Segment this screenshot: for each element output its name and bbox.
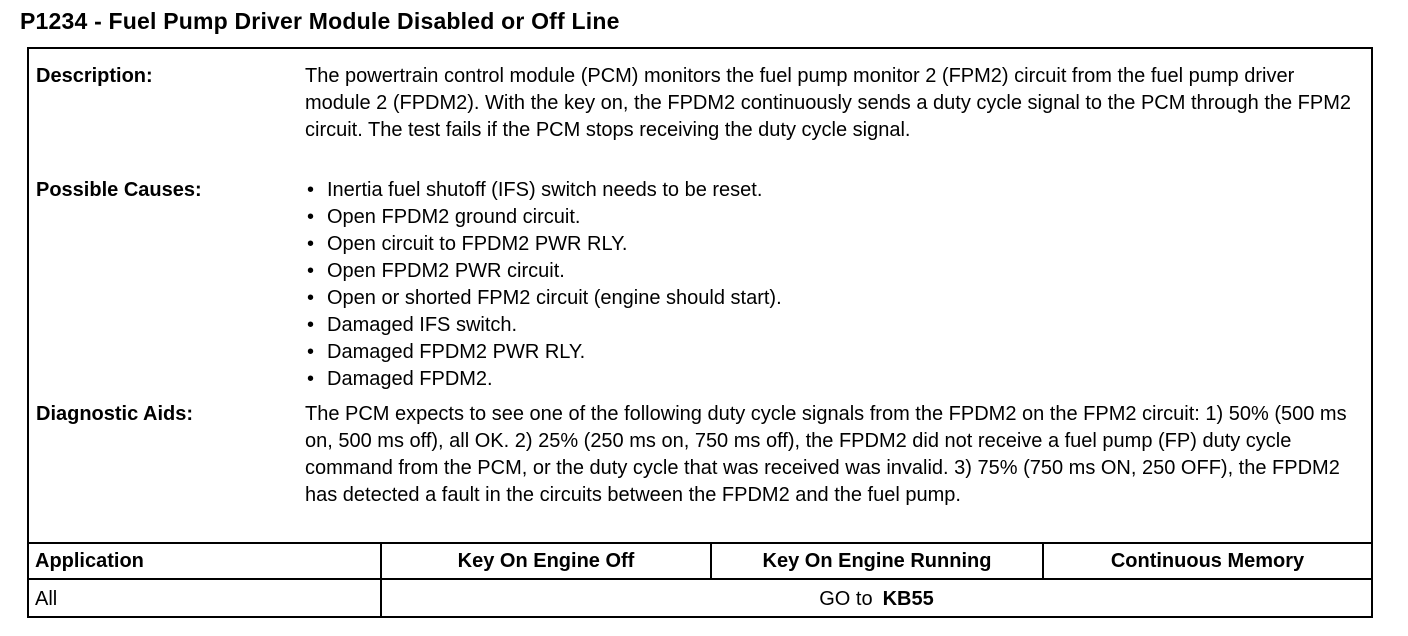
possible-causes-list (305, 177, 1353, 393)
list-item: • Damaged FPDM2. (305, 366, 1353, 393)
list-item: • Damaged IFS switch. (305, 312, 1353, 339)
application-table (29, 542, 1371, 617)
possible-causes-label: Possible Causes: (36, 179, 202, 201)
dtc-info-box (27, 47, 1373, 618)
table-header-row (29, 543, 1371, 579)
list-item: • Damaged FPDM2 PWR RLY. (305, 339, 1353, 366)
page-title: P1234 - Fuel Pump Driver Module Disabled or Off Line (20, 8, 620, 34)
description-section (29, 61, 1371, 171)
description-label: Description: (36, 65, 153, 87)
list-item: • Open FPDM2 PWR circuit. (305, 258, 1353, 285)
possible-causes-section (29, 177, 1371, 399)
list-item: • Open FPDM2 ground circuit. (305, 204, 1353, 231)
action-cell (381, 579, 1371, 617)
table-row (29, 579, 1371, 617)
list-item: • Inertia fuel shutoff (IFS) switch needs to be reset. (305, 177, 1353, 204)
diagnostic-aids-label: Diagnostic Aids: (36, 403, 194, 425)
header-key-on-engine-off: Key On Engine Off (381, 543, 711, 579)
application-cell: All (29, 579, 381, 617)
go-to-text: GO to (819, 587, 873, 610)
diagnostic-aids-text: The PCM expects to see one of the following duty cycle signals from the FPDM2 on the FPM2 circuit: 1) 50% (500 ms on, 500 ms off), all OK. 2) 25% (250 ms on, 750 ms off), the FPDM2 did not receive a fuel pump (FP) duty cycle command from the PCM, or the duty cycle that was received was invalid. 3) 75% (750 ms ON, 250 OFF), the FPDM2 has detected a fault in the circuits between the FPDM2 and the fuel pump. (305, 403, 1347, 506)
diagnostic-aids-section (29, 401, 1371, 541)
list-item: • Open circuit to FPDM2 PWR RLY. (305, 231, 1353, 258)
description-text: The powertrain control module (PCM) monitors the fuel pump monitor 2 (FPM2) circuit from the fuel pump driver module 2 (FPDM2). With the key on, the FPDM2 continuously sends a duty cycle signal to the PCM through the FPM2 circuit. The test fails if the PCM stops receiving the duty cycle signal. (305, 65, 1352, 141)
kb55-link[interactable]: KB55 (882, 587, 934, 610)
possible-causes-list-wrap (305, 177, 1353, 393)
header-application: Application (29, 543, 381, 579)
header-key-on-engine-running: Key On Engine Running (711, 543, 1043, 579)
header-continuous-memory: Continuous Memory (1043, 543, 1371, 579)
list-item: • Open or shorted FPM2 circuit (engine should start). (305, 285, 1353, 312)
